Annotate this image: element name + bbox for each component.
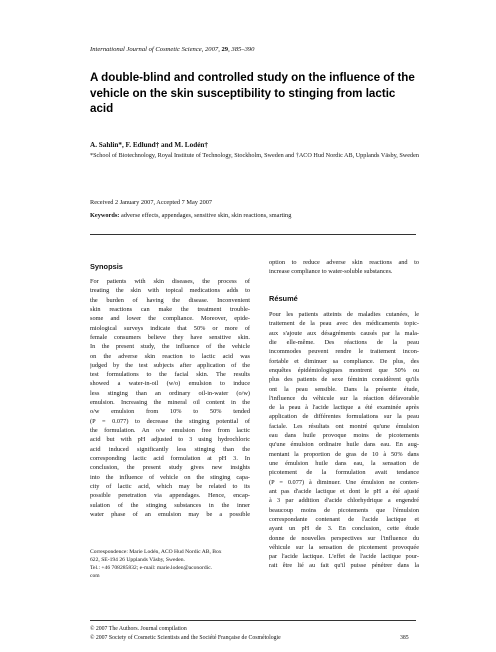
text-line: correspondante contenant de l'acide lactique et [269, 515, 419, 523]
text-line: (P = 0.077) à diminuer. Une émulsion ne conten- [269, 478, 419, 486]
text-line: de la peau à l'acide lactique a été examinée après [269, 404, 419, 412]
text-line: Tel.: +46 708285832; e-mail: marie.loden@aconordic. [90, 565, 213, 572]
author-affiliations: *School of Biotechnology, Royal Institute of Technology, Stockholm, Sweden and †ACO Hud Nordic AB, Upplands Väsby, Sweden [90, 152, 419, 159]
journal-name: International Journal of Cosmetic Science, 2007, [90, 46, 220, 53]
text-line: conclusion, the present study gives new insights [90, 464, 250, 472]
text-line: qu'une émulsion ordinaire huile dans eau. En aug- [269, 441, 419, 449]
text-line: judged by the test subjects after application of the [90, 361, 250, 369]
text-line: into the influence of vehicle on the stinging capa- [90, 473, 250, 481]
text-line: rait être lié au fait qu'il puisse pénétrer dans la [269, 562, 419, 570]
text-line: par l'acide lactique. L'effet de l'acide lactique pour- [269, 553, 419, 561]
text-line: ayant un pH de 3. En conclusion, cette étude [269, 525, 419, 533]
text-line: acid but with pH adjusted to 3 using hydrochloric [90, 436, 250, 444]
author-list: A. Sahlin*, F. Edlund† and M. Lodén† [90, 141, 208, 149]
text-line: enquêtes épidémiologiques montrent que 50% ou [269, 366, 419, 374]
text-line: skin reactions can make the treatment trouble- [90, 305, 250, 313]
text-line: application de différentes formulations sur la peau [269, 413, 419, 421]
text-line: female consumers believe they have sensitive skin. [90, 333, 250, 341]
text-line: Correspondence: Marie Lodén, ACO Hud Nordic AB, Box [90, 549, 222, 555]
text-line: corresponding lactic acid formulation at pH 3. In [90, 454, 250, 462]
text-line: mentant la proportion de gras de 10 à 50% dans [269, 450, 419, 458]
text-line: o/w emulsion from 10% to 50% tended [90, 408, 250, 416]
synopsis-body [90, 277, 250, 519]
received-accepted-dates: Received 2 January 2007, Accepted 7 May 2007 [90, 199, 213, 206]
text-line: test formulations to the facial skin. The results [90, 371, 250, 379]
text-line: véhicule sur la sensation de picotement provoquée [269, 543, 419, 551]
copyright-line-2: © 2007 Society of Cosmetic Scientists and the Société Française de Cosmétologie [90, 635, 281, 641]
journal-citation [90, 46, 254, 53]
text-line: 622, SE-194 26 Upplands Väsby, Sweden. [90, 557, 185, 564]
footer-divider [90, 620, 416, 621]
text-line: fortable et diminuer sa compliance. De plus, des [269, 357, 419, 365]
text-line: treating the skin with topical medications adds to [90, 287, 250, 295]
text-line: aux s'ajoute aux désagréments causés par la mala- [269, 329, 419, 337]
text-line: acid induced significantly less stinging than the [90, 445, 250, 453]
text-line: In the present study, the influence of the vehicle [90, 343, 250, 351]
text-line: (P = 0.077) to decrease the stinging potential of [90, 417, 250, 425]
text-line: ant pas d'acide lactique et dont le pH a été ajusté [269, 487, 419, 495]
keywords-label: Keywords: [90, 212, 120, 219]
text-line: emulsion. Increasing the mineral oil content in the [90, 399, 250, 407]
text-line: eau dans huile provoque moins de picotements [269, 432, 419, 440]
text-line: city of lactic acid, which may be related to its [90, 482, 250, 490]
resume-body [269, 310, 419, 571]
text-line: une émulsion huile dans eau, la sensation de [269, 460, 419, 467]
copyright-line-1: © 2007 The Authors. Journal compilation [90, 626, 187, 632]
page-number: 385 [400, 635, 409, 641]
text-line: à 3 par addition d'acide chlorhydrique a engendré [269, 497, 419, 505]
synopsis-continued [269, 258, 419, 277]
text-line: water phase of an emulsion may be a possible [90, 510, 250, 518]
text-line: com [90, 573, 100, 580]
text-line: faciale. Les résultats ont montré qu'une émulsion [269, 422, 419, 430]
correspondence-note [90, 548, 252, 580]
synopsis-heading: Synopsis [90, 262, 123, 271]
text-line: possible penetration via appendages. Hence, encap- [90, 492, 250, 500]
text-line: ont la peau sensible. Dans la présente étude, [269, 385, 419, 393]
text-line: the formulation. An o/w emulsion free from lactic [90, 427, 250, 434]
text-line: increase compliance to water-soluble substances. [269, 268, 393, 276]
text-line: sulation of the stinging substances in the inner [90, 501, 250, 509]
text-line: miological surveys indicate that 50% or more of [90, 324, 250, 332]
text-line: less stinging than an ordinary oil-in-water (o/w) [90, 389, 250, 397]
journal-pages: , 385–390 [228, 46, 255, 53]
text-line: plus des patients de sexe féminin considèrent qu'ils [269, 376, 419, 384]
text-line: the burden of having the disease. Inconvenient [90, 296, 250, 304]
text-line: on the adverse skin reaction to lactic acid was [90, 352, 250, 360]
text-line: die elle-même. Des réactions de la peau [269, 338, 419, 346]
journal-volume: 29 [221, 46, 229, 53]
keywords-text: adverse effects, appendages, sensitive skin, skin reactions, smarting [119, 212, 292, 219]
article-title: A double-blind and controlled study on the influence of the vehicle on the skin susceptibility to stinging from lactic acid [90, 71, 415, 115]
text-line: traitement de la peau avec des médicaments topic- [269, 320, 419, 328]
text-line: incommodes peuvent rendre le traitement incon- [269, 348, 419, 356]
header-divider [90, 234, 416, 235]
text-line: For patients with skin diseases, the process of [90, 278, 250, 285]
text-line: some and lower the compliance. Moreover, epide- [90, 315, 250, 323]
keywords [90, 212, 291, 219]
text-line: Pour les patients atteints de maladies cutanées, le [269, 311, 419, 318]
text-line: donne de nouvelles perspectives sur l'influence du [269, 534, 419, 542]
text-line: option to reduce adverse skin reactions and to [269, 259, 419, 266]
text-line: showed a water-in-oil (w/o) emulsion to induce [90, 380, 250, 388]
text-line: l'influence du véhicule sur la réaction défavorable [269, 394, 419, 402]
resume-heading: Résumé [269, 294, 298, 303]
text-line: beaucoup moins de picotements que l'émulsion [269, 506, 419, 514]
text-line: picotement de la formulation avait tendance [269, 469, 419, 477]
